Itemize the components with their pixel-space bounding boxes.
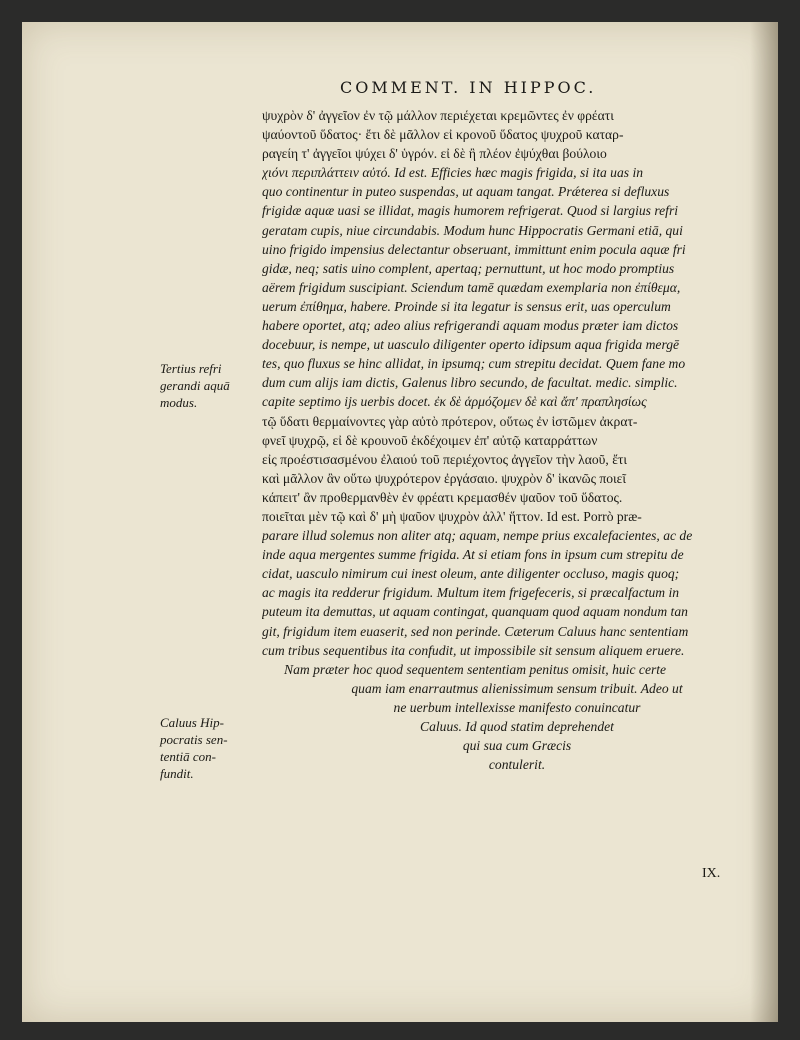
margin-note-line: Tertius refri [160,361,222,376]
text-line: aërem frigidum suscipiant. Sciendum tamē quædam exemplaria non ἐπίθεμα, [262,279,681,295]
text-line: καὶ μᾶλλον ἂν οὕτω ψυχρότερον ἐργάσαιο. ψυχρὸν δ' ἱκανῶς ποιεῖ [262,470,627,486]
text-line: dum cum alijs iam dictis, Galenus libro secundo, de facultat. medic. simplic. [262,375,678,391]
text-line: Caluus. Id quod statim deprehendet [420,719,614,734]
text-line: habere oportet, atq; adeo alius refrigerandi aquam modus præter iam dictos [262,318,679,334]
text-line: docebuur, is nempe, ut uasculo diligenter operto idipsum aqua frigida mergē [262,337,680,353]
text-line: puteum ita demuttas, ut aquam contingat, quanquam quod aquam nondum tan [262,604,688,620]
margin-note-line: Caluus Hip- [160,715,224,730]
running-head: COMMENT. IN HIPPOC. [340,78,597,97]
text-line: ποιεῖται μὲν τῷ καὶ δ' μὴ ψαῦον ψυχρὸν ἀλλ' ἥττον. Id est. Porrò præ- [262,508,642,524]
margin-note-line: tentiā con- [160,749,216,764]
text-line: ac magis ita redderur frigidum. Multum item frigefeceris, si præcalfactum in [262,585,680,601]
text-line: geratam cupis, niue circundabis. Modum hunc Hippocratis Germani etiā, qui [262,222,683,238]
book-page [22,22,778,1022]
margin-note-line: fundit. [160,766,194,781]
text-line: cidat, uasculo nimirum cui inest oleum, ante diligenter occluso, magis quoq; [262,566,680,582]
margin-note-refrigeration [160,360,258,411]
text-line: uino frigido impensius delectantur obseruant, immittunt enim pocula aquæ fri [262,241,686,257]
margin-note-line: pocratis sen- [160,732,228,747]
text-line: uerum ἐπίθημα, habere. Proinde si ita legatur is sensus erit, uas operculum [262,298,671,314]
margin-note-line: gerandi aquā [160,378,230,393]
text-line: inde aqua mergentes summe frigida. At si etiam fons in ipsum cum strepitu de [262,547,684,563]
text-line: χιόνι περιπλάττειν αὐτό. Id est. Efficies hæc magis frigida, si ita uas in [262,165,644,181]
text-line: frigidæ aquæ uasi se illidat, magis humorem refrigerat. Quod si largius refri [262,203,679,219]
text-line: φνεῖ ψυχρῷ, εἰ δὲ κρουνοῦ ἐκδέχοιμεν ἐπ' αὐτῷ καταρράττων [262,432,598,448]
text-line: ραγείη τ' ἀγγεῖοι ψύχει δ' ὑγρόν. εἰ δὲ ἢ πλέον ἐψύχθαι βούλοιο [262,146,607,162]
text-line: tes, quo fluxus se hinc allidat, in ipsumq; cum strepitu decidat. Quem fane mo [262,356,686,372]
margin-note-line: modus. [160,395,198,410]
signature-mark: IX. [702,866,721,881]
text-line: contulerit. [488,757,546,773]
text-line: qui sua cum Græcis [462,738,572,754]
text-line: εἰς προέστισασμένου ἐλαιού τοῦ περιέχοντος ἀγγεῖον τὴν λαοῦ, ἔτι [262,451,628,467]
text-line: ψυχρὸν δ' ἀγγεῖον ἐν τῷ μάλλον περιέχεται κρεμῶντες ἐν φρέατι [262,108,614,123]
body-text [262,106,772,774]
text-line: quam iam enarrautmus alienissimum sensum tribuit. Adeo ut [351,680,683,696]
margin-note-caluus [160,714,258,782]
text-line: parare illud solemus non aliter atq; aquam, nempe prius excalefacientes, ac de [262,528,693,544]
text-line: ne uerbum intellexisse manifesto conuincatur [393,699,641,715]
text-line: capite septimo ijs uerbis docet. ἐκ δὲ ἁρμόζομεν δὲ καὶ ἄπ' πραπλησίως [262,394,647,410]
text-line: gidæ, neq; satis uino complent, apertaq; pernuttunt, ut hoc modo promptius [262,260,675,276]
text-line: κάπειτ' ἂν προθερμανθὲν ἐν φρέατι κρεμασθέν ψαῦον τοῦ ὕδατος. [262,489,623,505]
text-line: τῷ ὕδατι θερμαίνοντες γὰρ αὐτὸ πρότερον, οὕτως ἐν ἱστῶμεν ἀκρατ- [262,413,638,429]
text-line: quo continentur in puteo suspendas, ut aquam tangat. Prǽterea si defluxus [262,184,670,200]
text-line: cum tribus sequentibus ita confudit, ut impossibile sit sensum aliquem eruere. [262,642,685,658]
text-line: ψαύοντοῦ ὕδατος· ἔτι δὲ μᾶλλον εἰ κρονοῦ ὕδατος ψυχροῦ καταρ- [262,127,624,143]
text-line: Nam præter hoc quod sequentem sententiam penitus omisit, huic certe [284,661,667,677]
text-line: git, frigidum item euaserit, sed non perinde. Cæterum Caluus hanc sententiam [262,623,689,639]
